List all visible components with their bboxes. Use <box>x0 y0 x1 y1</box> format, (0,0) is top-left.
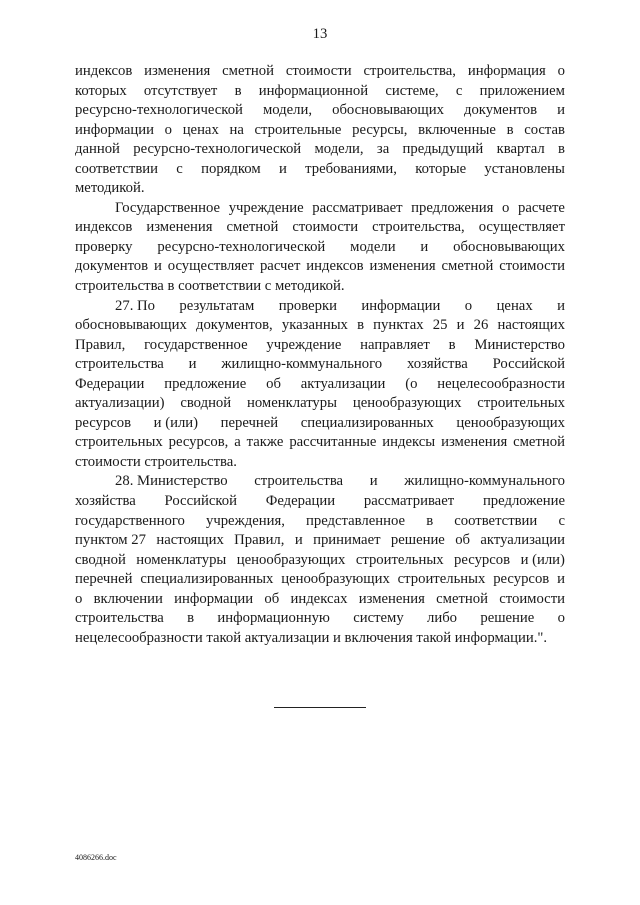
word: нецелесообразности <box>437 375 565 392</box>
word: либо <box>427 610 458 627</box>
word: ресурсно-технологической <box>133 141 302 158</box>
word: проверку <box>75 238 133 255</box>
word: на <box>229 121 244 138</box>
word: информации <box>75 121 154 138</box>
body-text <box>75 62 565 648</box>
text-line <box>75 62 565 82</box>
text-line <box>75 101 565 121</box>
word: сметной <box>436 590 488 607</box>
word: осуществляет <box>478 219 565 236</box>
text-line: нецелесообразности такой актуализации и включения такой информации.". <box>75 629 548 646</box>
word: изменения <box>441 434 508 451</box>
word: ресурсов <box>454 551 511 568</box>
word: Государственное <box>115 199 221 216</box>
text-line <box>75 590 565 610</box>
page-number: 13 <box>312 26 328 42</box>
word: состав <box>524 121 565 138</box>
word: приложением <box>479 82 565 99</box>
word: результатам <box>179 297 255 314</box>
word: и <box>456 317 465 334</box>
word: в <box>357 317 364 334</box>
word: за <box>376 141 390 158</box>
text-line <box>75 238 565 258</box>
word: и <box>557 297 565 314</box>
text-line <box>75 433 565 453</box>
word: ресурсно-технологической <box>75 102 243 119</box>
word: жилищно-коммунального <box>404 473 565 490</box>
word: системе, <box>385 82 439 99</box>
paragraph <box>75 62 565 199</box>
word: проверки <box>278 297 337 314</box>
word: о <box>502 199 510 216</box>
word: отсутствует <box>143 82 218 99</box>
word: о <box>557 610 565 627</box>
word: сводной <box>75 551 126 568</box>
word: соответствии <box>454 512 538 529</box>
word: стоимости <box>499 258 565 275</box>
word: и <box>557 102 565 119</box>
word: ценах <box>496 297 533 314</box>
text-line <box>75 257 565 277</box>
word: и <box>188 356 197 373</box>
text-line: стоимости строительства. <box>75 453 237 470</box>
word: государственное <box>144 336 248 353</box>
word: осуществляет <box>167 258 255 275</box>
word: документов <box>463 102 538 119</box>
word: расчет <box>259 258 301 275</box>
word: и <box>557 571 565 588</box>
word: 25 <box>432 317 448 334</box>
footer-file-name: 4086266.doc <box>75 853 117 862</box>
word: документов, <box>195 317 273 334</box>
word: информационную <box>217 610 330 627</box>
word: строительные <box>254 121 342 138</box>
word: актуализации <box>480 532 565 549</box>
word: о <box>557 63 565 79</box>
word: строительства, <box>372 219 465 236</box>
word: ценообразующих <box>456 414 565 431</box>
word: сводной <box>180 395 232 412</box>
paragraph-item-27 <box>75 297 565 473</box>
word: и (или) <box>153 414 199 431</box>
word: перечней <box>75 571 133 588</box>
text-line <box>75 160 565 180</box>
text-line <box>75 121 565 141</box>
word: в <box>558 141 565 158</box>
word: 26 <box>473 317 489 334</box>
word: установлены <box>484 160 565 177</box>
word: строительства <box>75 356 164 373</box>
word: обосновывающих <box>332 102 444 119</box>
word: порядком <box>201 160 261 177</box>
word: ресурсов <box>75 414 132 431</box>
text-line <box>75 551 565 571</box>
word: хозяйства <box>406 356 468 373</box>
text-line <box>75 512 565 532</box>
word: Министерство <box>474 336 565 353</box>
word: Федерации <box>75 375 145 392</box>
text-line <box>75 316 565 336</box>
word: изменения <box>358 590 425 607</box>
word: пунктом 27 <box>75 532 146 549</box>
word: изменения <box>369 258 436 275</box>
word: рассчитанные <box>289 434 377 451</box>
word: ресурсы, <box>352 121 408 138</box>
word: 28. Министерство <box>115 473 228 490</box>
word: стоимости <box>285 63 352 79</box>
word: сметной <box>222 63 274 79</box>
word: о <box>464 297 473 314</box>
word: настоящих <box>156 532 224 549</box>
text-line: строительства в соответствии с методикой. <box>75 278 345 295</box>
word: учреждение <box>228 199 304 216</box>
word: номенклатуры <box>247 395 337 412</box>
text-line <box>115 472 565 492</box>
word: информация <box>467 63 546 79</box>
word: (о <box>405 375 418 392</box>
word: ценообразующих <box>352 395 462 412</box>
word: рассматривает <box>312 199 403 216</box>
word: ценообразующих <box>281 571 390 588</box>
word: ценообразующих <box>236 551 346 568</box>
word: настоящих <box>497 317 565 334</box>
word: изменения <box>144 63 211 79</box>
word: модели <box>350 238 396 255</box>
word: индексах <box>290 590 348 607</box>
text-line <box>115 297 565 317</box>
word: жилищно-коммунального <box>221 356 383 373</box>
word: об <box>266 375 281 392</box>
word: перечней <box>220 414 279 431</box>
word: направляет <box>360 336 430 353</box>
word: Правил, <box>75 336 126 353</box>
word: документов <box>75 258 149 275</box>
word: изменения <box>146 219 213 236</box>
word: об <box>455 532 471 549</box>
word: ресурсов <box>493 571 550 588</box>
word: сметной <box>441 258 494 275</box>
word: пунктах <box>373 317 424 334</box>
word: в <box>426 512 434 529</box>
word: ресурсно-технологической <box>157 238 326 255</box>
word: и (или) <box>520 551 565 568</box>
word: модели, <box>314 141 364 158</box>
word: предложения <box>411 199 494 216</box>
word: также <box>246 434 284 451</box>
paragraph <box>75 199 565 297</box>
word: и <box>369 473 378 490</box>
word: а <box>234 434 241 451</box>
word: предыдущий <box>402 141 484 158</box>
word: ценах <box>182 121 219 138</box>
paragraph-item-28 <box>75 472 565 648</box>
word: строительных <box>355 551 444 568</box>
word: о <box>75 590 83 607</box>
word: Правил, <box>234 532 285 549</box>
word: строительных <box>477 395 565 412</box>
word: с <box>455 82 463 99</box>
word: стоимости <box>292 219 359 236</box>
text-line <box>75 492 565 512</box>
text-line <box>75 82 565 102</box>
word: государственного <box>75 512 185 529</box>
word: учреждения, <box>205 512 285 529</box>
word: и <box>420 238 429 255</box>
word: индексов <box>306 258 364 275</box>
word: актуализации <box>300 375 386 392</box>
word: сметной <box>513 434 565 451</box>
word: строительства, <box>363 63 456 79</box>
word: индексов <box>75 63 133 79</box>
word: строительных <box>397 571 486 588</box>
word: систему <box>353 610 404 627</box>
word: в <box>187 610 195 627</box>
word: Российской <box>492 356 565 373</box>
word: которых <box>75 82 127 99</box>
word: ресурсов, <box>168 434 229 451</box>
word: расчете <box>518 199 565 216</box>
word: включении <box>93 590 163 607</box>
word: номенклатуры <box>136 551 227 568</box>
word: которые <box>415 160 467 177</box>
word: и <box>153 258 162 275</box>
word: соответствии <box>75 160 158 177</box>
word: включенные <box>418 121 496 138</box>
text-line <box>75 218 565 238</box>
word: специализированных <box>140 571 274 588</box>
word: индексов <box>75 219 133 236</box>
separator-line <box>274 707 366 708</box>
text-line <box>75 336 565 356</box>
text-line <box>75 375 565 395</box>
word: обосновывающих <box>75 317 187 334</box>
word: предложение <box>164 375 247 392</box>
word: обосновывающих <box>453 238 565 255</box>
word: с <box>176 160 183 177</box>
word: требованиями, <box>305 160 397 177</box>
word: в <box>448 336 456 353</box>
word: и <box>294 532 303 549</box>
word: индексы <box>382 434 436 451</box>
text-line: методикой. <box>75 180 145 197</box>
text-line <box>75 140 565 160</box>
text-line <box>75 609 565 629</box>
word: актуализации) <box>75 395 165 412</box>
word: представленное <box>306 512 406 529</box>
word: строительных <box>75 434 163 451</box>
word: данной <box>75 141 120 158</box>
word: в <box>506 121 514 138</box>
word: решение <box>390 532 445 549</box>
word: строительства <box>75 610 164 627</box>
word: Российской <box>164 493 237 510</box>
word: об <box>264 590 280 607</box>
text-line <box>75 531 565 551</box>
word: принимает <box>313 532 381 549</box>
word: сметной <box>226 219 279 236</box>
word: указанных <box>281 317 348 334</box>
word: в <box>234 82 242 99</box>
word: рассматривает <box>363 493 455 510</box>
word: о <box>164 121 173 138</box>
word: специализированных <box>300 414 434 431</box>
word: информационной <box>258 82 369 99</box>
word: 27. По <box>115 297 155 314</box>
word: учреждение <box>266 336 342 353</box>
word: Федерации <box>265 493 336 510</box>
text-line <box>75 355 565 375</box>
word: информации <box>174 590 254 607</box>
word: модели, <box>262 102 313 119</box>
text-line <box>115 199 565 219</box>
word: решение <box>480 610 535 627</box>
word: хозяйства <box>75 493 136 510</box>
text-line <box>75 570 565 590</box>
text-line <box>75 394 565 414</box>
word: предложение <box>482 493 565 510</box>
word: квартал <box>496 141 545 158</box>
word: строительства <box>254 473 344 490</box>
word: информации <box>361 297 441 314</box>
word: и <box>278 160 287 177</box>
text-line <box>75 414 565 434</box>
word: стоимости <box>499 590 565 607</box>
word: с <box>558 512 565 529</box>
